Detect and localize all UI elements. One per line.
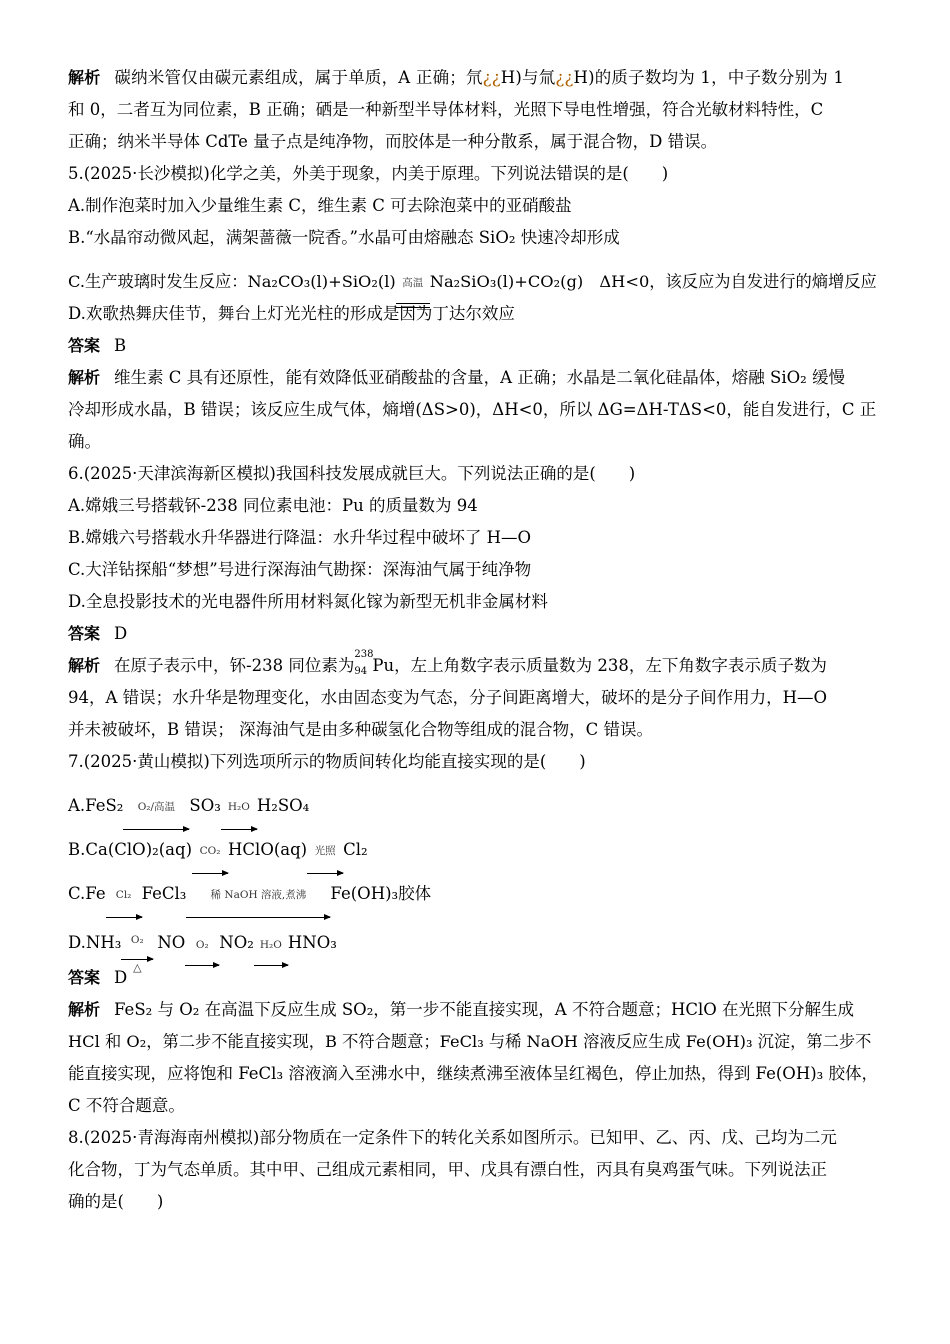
reaction-arrow: O₂/高温 [123,814,189,834]
question-6-option-c: C.大洋钻探船“梦想”号进行深海油气勘探：深海油气属于纯净物 [68,560,532,579]
text-line: C 不符合题意。 [68,1096,185,1115]
question-7-stem: 7.(2025·黄山模拟)下列选项所示的物质间转化均能直接实现的是( ) [68,752,586,771]
reaction-arrow: 稀 NaOH 溶液,煮沸 [186,902,330,922]
explanation-5-line: 解析 维生素 C 具有还原性，能有效降低亚硝酸盐的含量，A 正确；水晶是二氧化硅晶体，熔融 SiO₂ 缓慢 [68,368,846,387]
reaction-arrow: 光照 [307,858,343,878]
question-8-stem: 8.(2025·青海海南州模拟)部分物质在一定条件下的转化关系如图所示。已知甲、乙、丙、戊、己均为二元 [68,1128,837,1147]
question-7-option-b: B.Ca(ClO)₂(aq) CO₂ HClO(aq) 光照 Cl₂ [68,822,880,866]
explanation-line: 解析 碳纳米管仅由碳元素组成，属于单质，A 正确；氘¿¿H)与氚¿¿H)的质子数均为 1，中子数分别为 1 [68,68,845,87]
explanation-label: 解析 [68,68,101,87]
explanation-label: 解析 [68,368,101,387]
reaction-arrow: H₂O [221,814,257,834]
answer-7: 答案 D [68,968,128,987]
question-7-option-c: C.Fe Cl₂ FeCl₃ 稀 NaOH 溶液,煮沸 Fe(OH)₃胶体 [68,866,880,910]
reaction-arrow: O₂ △ [121,956,153,976]
text-line: 并未被破坏，B 错误； 深海油气是由多种碳氢化合物等组成的混合物，C 错误。 [68,720,653,739]
text-line: 确。 [68,432,101,451]
text-line: 和 0，二者互为同位素，B 正确；硒是一种新型半导体材料，光照下导电性增强，符合光敏材料特性，C [68,100,824,119]
explanation-label: 解析 [68,656,101,675]
text-line: 冷却形成水晶，B 错误；该反应生成气体，熵增(ΔS>0)，ΔH<0，所以 ΔG=ΔH-TΔS<0，能自发进行，C 正 [68,400,877,419]
explanation-7-line: 解析 FeS₂ 与 O₂ 在高温下反应生成 SO₂，第一步不能直接实现，A 不符合题意；HClO 在光照下分解生成 [68,1000,855,1019]
text-line: 确的是( ) [68,1192,164,1211]
question-6-option-a: A.嫦娥三号搭载钚-238 同位素电池：Pu 的质量数为 94 [68,496,478,515]
question-5-stem: 5.(2025·长沙模拟)化学之美，外美于现象，内美于原理。下列说法错误的是( ) [68,164,669,183]
reaction-arrow: CO₂ [192,858,228,878]
question-6-stem: 6.(2025·天津滨海新区模拟)我国科技发展成就巨大。下列说法正确的是( ) [68,464,636,483]
question-5-option-d: D.欢歌热舞庆佳节，舞台上灯光光柱的形成是因为丁达尔效应 [68,304,515,323]
reaction-arrow: O₂ [185,956,219,976]
isotope-notation: 238 94 [354,648,374,677]
question-6-option-d: D.全息投影技术的光电器件所用材料氮化镓为新型无机非金属材料 [68,592,548,611]
answer-label: 答案 [68,968,101,987]
question-6-option-b: B.嫦娥六号搭载水升华器进行降温：水升华过程中破坏了 H—O [68,528,532,547]
text-line: 能直接实现，应将饱和 FeCl₃ 溶液滴入至沸水中，继续煮沸至液体呈红褐色，停止加热，得到 Fe(OH)₃ 胶体， [68,1064,879,1083]
document-page [68,62,880,1218]
answer-5: 答案 B [68,336,127,355]
question-7-option-d: D.NH₃ O₂ △ NO O₂ NO₂ H₂O HNO₃ [68,933,337,974]
question-5-option-a: A.制作泡菜时加入少量维生素 C，维生素 C 可去除泡菜中的亚硝酸盐 [68,196,572,215]
text-line: HCl 和 O₂，第二步不能直接实现，B 不符合题意；FeCl₃ 与稀 NaOH 溶液反应生成 Fe(OH)₃ 沉淀，第二步不 [68,1032,872,1051]
text-line: 94，A 错误；水升华是物理变化，水由固态变为气态，分子间距离增大，破坏的是分子间作用力，H—O [68,688,828,707]
explanation-label: 解析 [68,1000,101,1019]
answer-label: 答案 [68,336,101,355]
reaction-arrow: H₂O [254,956,288,976]
answer-label: 答案 [68,624,101,643]
answer-6: 答案 D [68,624,128,643]
question-5-option-b: B.“水晶帘动微风起，满架蔷薇一院香。”水晶可由熔融态 SiO₂ 快速冷却形成 [68,228,620,247]
explanation-6-line: 解析 在原子表示中，钚-238 同位素为 238 94 Pu，左上角数字表示质量数为 238，左下角数字表示质子数为 [68,648,827,677]
question-5-option-c: C.生产玻璃时发生反应：Na₂CO₃(l)+SiO₂(l) 高温 Na₂SiO₃(l)+CO₂(g) ΔH<0，该反应为自发进行的熵增反应 [68,254,880,298]
question-7-option-a: A.FeS₂ O₂/高温 SO₃ H₂O H₂SO₄ [68,778,880,822]
reaction-equals-sign: 高温 [396,290,430,310]
text-line: 正确；纳米半导体 CdTe 量子点是纯净物，而胶体是一种分散系，属于混合物，D 错误。 [68,132,718,151]
reaction-arrow: Cl₂ [106,902,142,922]
text-line: 化合物，丁为气态单质。其中甲、己组成元素相同，甲、戊具有漂白性，丙具有臭鸡蛋气味。下列说法正 [68,1160,827,1179]
